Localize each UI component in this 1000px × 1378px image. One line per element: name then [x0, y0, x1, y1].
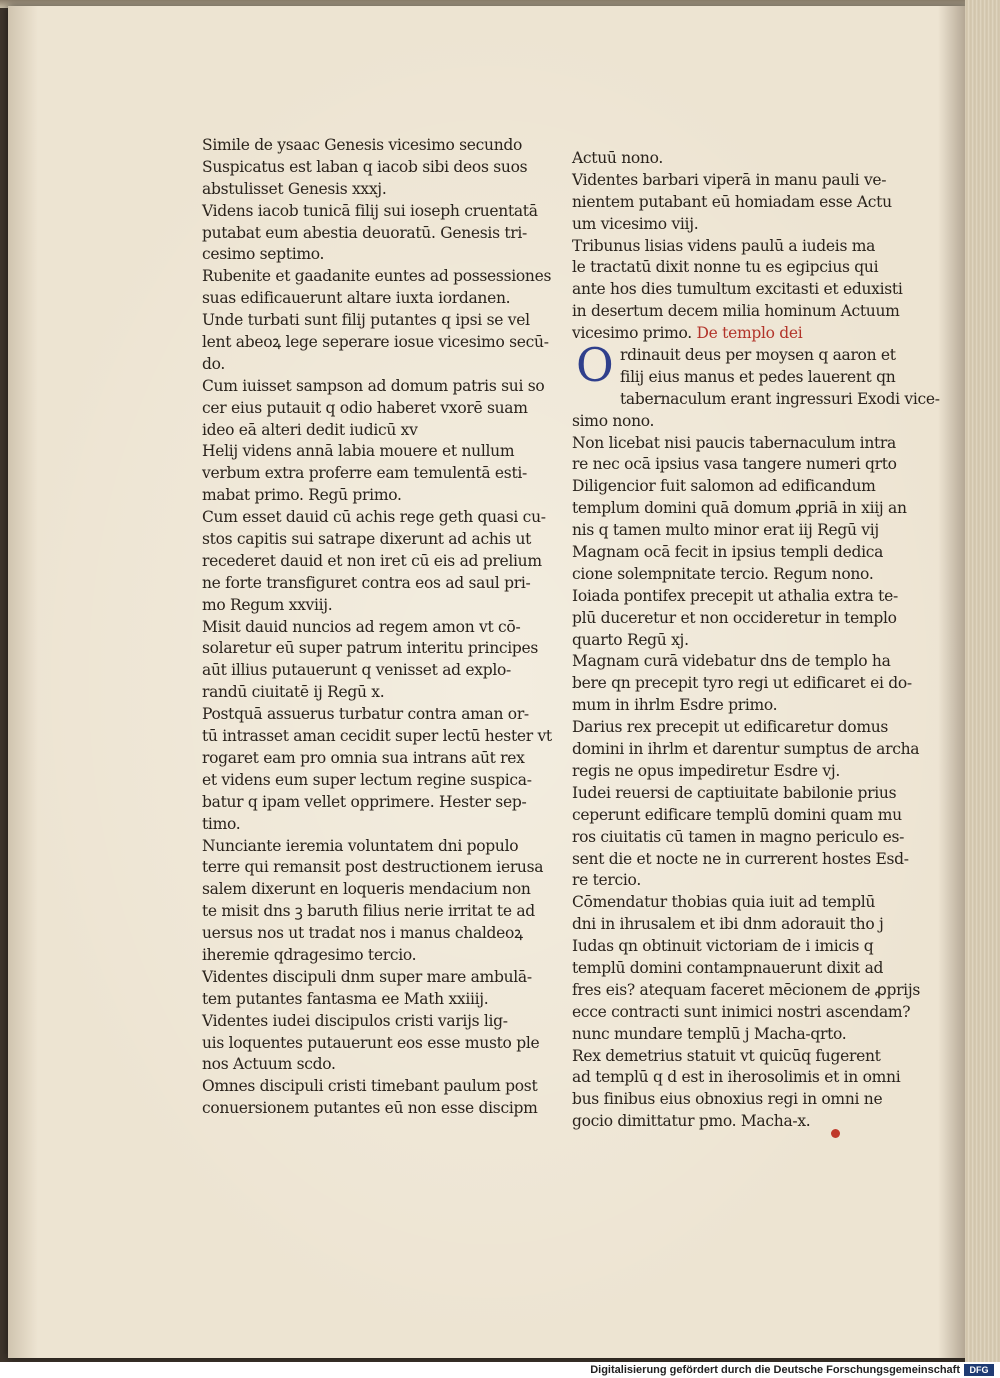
text-line: stos capitis sui satrape dixerunt ad achis ut [202, 530, 532, 549]
text-line: Helij videns annā labia mouere et nullum [202, 442, 515, 461]
funding-credit: Digitalisierung gefördert durch die Deutsche Forschungsgemeinschaft [590, 1364, 960, 1376]
text-line: um vicesimo viij. [572, 214, 699, 233]
text-line: Rex demetrius statuit vt quicūq fugerent [572, 1046, 881, 1065]
text-line: ante hos dies tumultum excitasti et eduxisti [572, 280, 903, 299]
text-line: abstulisset Genesis xxxj. [202, 179, 387, 198]
text-line: Magnam ocā fecit in ipsius templi dedica [572, 543, 884, 562]
text-line: Magnam curā videbatur dns de templo ha [572, 652, 891, 671]
text-line: domini in ihrlm et darentur sumptus de archa [572, 740, 920, 759]
text-line: rdinauit deus per moysen q aaron et [620, 346, 896, 365]
text-line: Cum iuisset sampson ad domum patris sui so [202, 376, 545, 395]
text-line: Iudas qn obtinuit victoriam de i imicis q [572, 937, 874, 956]
book-page-edges [965, 0, 1000, 1362]
text-line: verbum extra proferre eam temulentā esti- [202, 464, 527, 483]
text-line: cer eius putauit q odio haberet vxorē suam [202, 398, 528, 417]
text-line: Tribunus lisias videns paulū a iudeis ma [572, 236, 876, 255]
dfg-logo: DFG [964, 1364, 994, 1376]
text-line: Actuū nono. [572, 149, 663, 167]
text-line: Rubenite et gaadanite euntes ad possessiones [202, 267, 552, 286]
text-line: Darius rex precepit ut edificaretur domus [572, 718, 889, 737]
text-line: le tractatū dixit nonne tu es egipcius qui [572, 258, 879, 277]
text-line: te misit dns ꝫ baruth filius nerie irritat te ad [202, 902, 535, 921]
text-line: filij eius manus et pedes lauerent qn [620, 367, 896, 386]
text-line: Ioiada pontifex precepit ut athalia extra te- [572, 586, 898, 605]
text-line: nunc mundare templū j Macha-qrto. [572, 1024, 847, 1043]
text-line: Videntes iudei discipulos cristi varijs lig- [202, 1011, 508, 1030]
left-text-column [202, 135, 552, 1120]
text-line: Misit dauid nuncios ad regem amon vt cō- [202, 617, 521, 636]
text-line: salem dixerunt en loqueris mendacium non [202, 880, 531, 899]
text-line: conuersionem putantes eū non esse discipm [202, 1099, 538, 1118]
text-line: ideo eā alteri dedit iudicū xv [202, 420, 418, 439]
text-line: Diligencior fuit salomon ad edificandum [572, 477, 876, 496]
text-line: plū duceretur et non occideretur in templo [572, 608, 897, 627]
text-line: et videns eum super lectum regine suspica- [202, 770, 532, 789]
text-line: Cum esset dauid cū achis rege geth quasi cu- [202, 508, 546, 527]
footer-bar [0, 1362, 1000, 1378]
text-line: Suspicatus est laban q iacob sibi deos suos [202, 157, 528, 176]
right-text-column [572, 148, 940, 1133]
text-line: aūt illius putauerunt q venisset ad explo- [202, 661, 511, 680]
text-line: lent abeoꝝ lege seperare iosue vicesimo secū- [202, 333, 549, 352]
text-line: uersus nos ut tradat nos i manus chaldeoꝝ [202, 924, 523, 943]
text-line: ad templū q d est in iherosolimis et in omni [572, 1068, 901, 1087]
text-line: Cōmendatur thobias quia iuit ad templū [572, 893, 876, 912]
text-line: timo. [202, 814, 241, 833]
rubric-heading: De templo dei [696, 324, 803, 343]
text-line: rogaret eam pro omnia sua intrans aūt rex [202, 748, 525, 767]
text-line: gocio dimittatur pmo. Macha-x. [572, 1112, 811, 1131]
text-line: Iudei reuersi de captiuitate babilonie prius [572, 783, 897, 802]
text-line: sent die et nocte ne in currerent hostes Esd- [572, 849, 909, 868]
text-line: ne forte transfiguret contra eos ad saul pri- [202, 573, 531, 592]
text-line: iheremie qdragesimo tercio. [202, 945, 417, 964]
text-line: solaretur eū super patrum interitu principes [202, 639, 539, 658]
text-line: Nunciante ieremia voluntatem dni populo [202, 836, 519, 855]
text-line: bus finibus eius obnoxius regi in omni ne [572, 1090, 883, 1109]
text-line: recederet dauid et non iret cū eis ad prelium [202, 551, 542, 570]
text-line: Omnes discipuli cristi timebant paulum post [202, 1077, 538, 1096]
text-line: do. [202, 354, 226, 373]
text-line: mum in ihrlm Esdre primo. [572, 696, 778, 715]
text-line: dni in ihrusalem et ibi dnm adorauit tho j [572, 915, 884, 934]
text-line: cesimo septimo. [202, 245, 325, 264]
text-line: tem putantes fantasma ee Math xxiiij. [202, 989, 489, 1008]
text-line: uis loquentes putauerunt eos esse musto ple [202, 1033, 540, 1052]
text-line: templum domini quā domum ꝓpriā in xiij an [572, 499, 907, 518]
text-line: nos Actuum scdo. [202, 1055, 336, 1074]
text-line: Videns iacob tunicā filij sui ioseph cruentatā [202, 201, 538, 220]
text-line: cione solempnitate tercio. Regum nono. [572, 564, 874, 583]
text-line: simo nono. [572, 411, 655, 430]
text-line: Videntes discipuli dnm super mare ambulā- [202, 967, 532, 986]
text-line: putabat eum abestia deuoratū. Genesis tri- [202, 223, 527, 242]
text-line: bere qn precepit tyro regi ut edificaret ei do- [572, 674, 912, 693]
text-line: ecce contracti sunt inimici nostri ascendam? [572, 1002, 911, 1021]
text-line: tabernaculum erant ingressuri Exodi vice- [620, 389, 940, 408]
text-line: terre qui remansit post destructionem ierusa [202, 858, 544, 877]
text-line: suas edificauerunt altare iuxta iordanen. [202, 289, 511, 308]
red-mark-icon [831, 1129, 840, 1138]
text-line: fres eis? atequam faceret mēcionem de ꝓprijs [572, 980, 921, 999]
blue-initial-letter: O [576, 338, 614, 392]
text-line: in desertum decem milia hominum Actuum [572, 302, 900, 321]
text-line: templū domini contampnauerunt dixit ad [572, 958, 884, 977]
text-line: Postquā assuerus turbatur contra aman or- [202, 705, 529, 724]
text-line: batur q ipam vellet opprimere. Hester sep- [202, 792, 527, 811]
text-line: re tercio. [572, 871, 641, 890]
text-line: mo Regum xxviij. [202, 595, 333, 614]
text-line: vicesimo primo. De templo dei [572, 324, 803, 343]
text-line: quarto Regū xj. [572, 630, 689, 649]
text-line: Unde turbati sunt filij putantes q ipsi se vel [202, 311, 530, 330]
text-line: Non licebat nisi paucis tabernaculum intra [572, 433, 896, 452]
text-line: re nec ocā ipsius vasa tangere numeri qrto [572, 455, 897, 474]
text-line: mabat primo. Regū primo. [202, 486, 402, 505]
text-line: nis q tamen multo minor erat iij Regū vij [572, 521, 879, 540]
text-line: randū ciuitatē ij Regū x. [202, 683, 385, 702]
text-line: ros ciuitatis cū tamen in magno periculo es- [572, 827, 905, 846]
text-line: regis ne opus impediretur Esdre vj. [572, 761, 840, 780]
text-line: Videntes barbari viperā in manu pauli ve- [572, 170, 887, 189]
text-line: nientem putabant eū homiadam esse Actu [572, 192, 892, 211]
text-line: Simile de ysaac Genesis vicesimo secundo [202, 136, 523, 154]
text-line: tū intrasset aman cecidit super lectū hester vt [202, 727, 552, 746]
text-line: ceperunt edificare templū domini quam mu [572, 805, 902, 824]
